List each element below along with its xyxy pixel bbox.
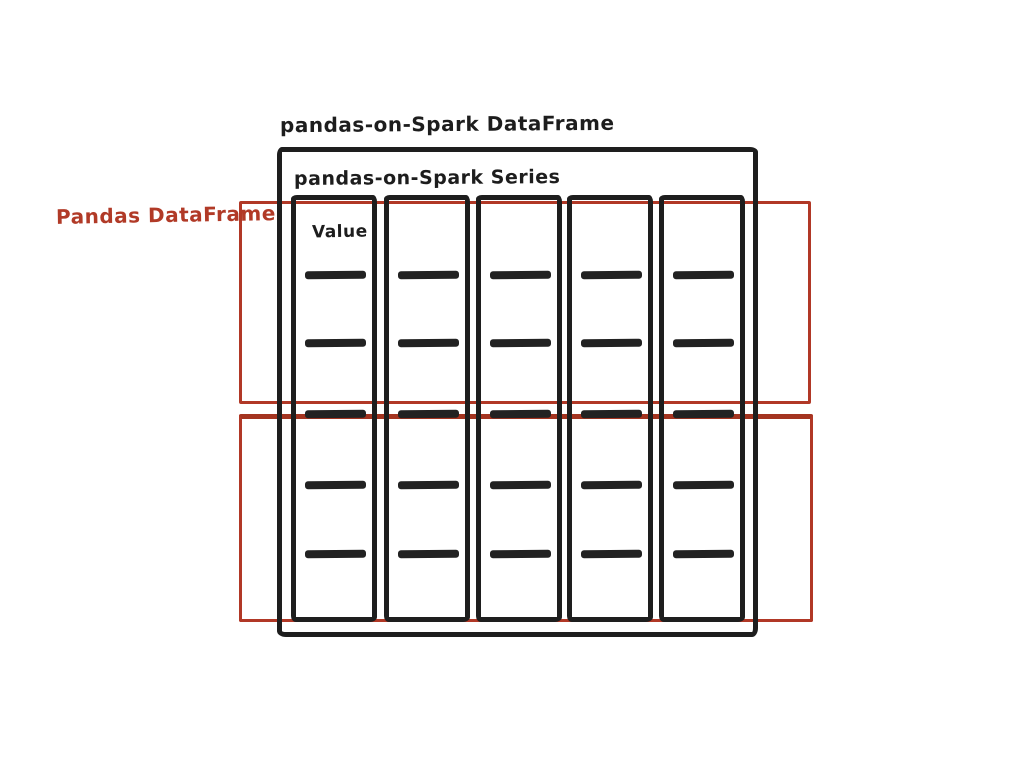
data-row-dash [673, 271, 734, 280]
data-row-dash [398, 339, 459, 348]
value-column-header: Value [311, 221, 368, 243]
pandas-on-spark-series-column [476, 195, 562, 622]
data-row-dash [305, 481, 366, 490]
data-row-dash [398, 410, 459, 419]
pandas-on-spark-series-column [659, 195, 745, 622]
data-row-dash [398, 481, 459, 490]
data-row-dash [305, 550, 366, 559]
data-row-dash [581, 410, 642, 419]
data-row-dash [581, 481, 642, 490]
data-row-dash [490, 339, 551, 348]
data-row-dash [490, 550, 551, 559]
data-row-dash [490, 481, 551, 490]
data-row-dash [305, 271, 366, 280]
data-row-dash [398, 550, 459, 559]
data-row-dash [581, 550, 642, 559]
data-row-dash [305, 339, 366, 348]
data-row-dash [673, 481, 734, 490]
data-row-dash [490, 410, 551, 419]
pandas-on-spark-dataframe-title: pandas-on-Spark DataFrame [279, 110, 615, 138]
pandas-on-spark-series-label: pandas-on-Spark Series [293, 166, 561, 190]
data-row-dash [490, 271, 551, 280]
data-row-dash [673, 410, 734, 419]
pandas-on-spark-series-column [291, 195, 377, 622]
data-row-dash [673, 550, 734, 559]
data-row-dash [398, 271, 459, 280]
pandas-dataframe-label: Pandas DataFrame [55, 201, 277, 229]
data-row-dash [673, 339, 734, 348]
pandas-on-spark-series-column [567, 195, 653, 622]
pandas-on-spark-series-column [384, 195, 470, 622]
data-row-dash [305, 410, 366, 419]
data-row-dash [581, 339, 642, 348]
data-row-dash [581, 271, 642, 280]
